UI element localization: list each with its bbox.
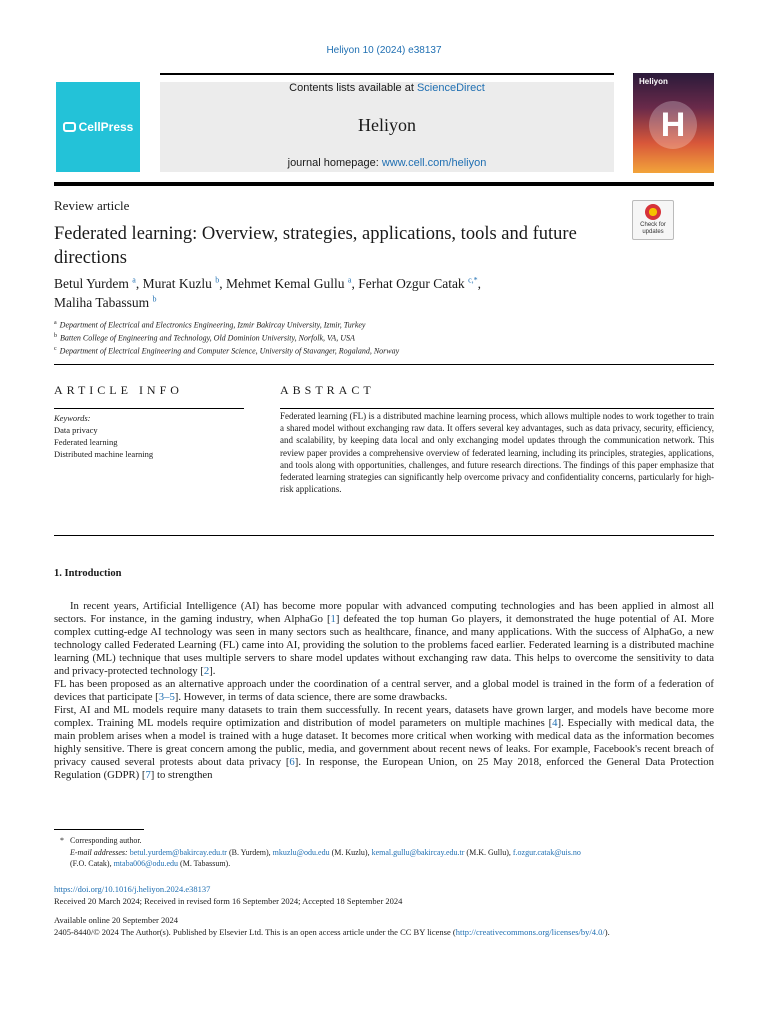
affiliation-link[interactable]: c,* [468,275,478,285]
license-statement: 2405-8440/© 2024 The Author(s). Published by Elsevier Ltd. This is an open access article under the CC BY license (http://creativecommons.org/licenses/by/4.0/). [54,927,610,937]
section-rule [54,364,714,365]
journal-citation[interactable] [0,45,768,56]
affiliation-link[interactable]: a [132,275,136,285]
received-dates: Received 20 March 2024; Received in revised form 16 September 2024; Accepted 18 September 2024 [54,896,403,906]
reference-link[interactable]: 3–5 [158,691,175,703]
check-updates-label: Check for updates [640,222,666,235]
affiliation: $^b$ Batten College of Engineering and Technology, Old Dominion University, Norfolk, VA, USA [54,333,355,343]
header-thick-rule [54,182,714,186]
email-link[interactable]: mtaba006@odu.edu [113,859,179,868]
author[interactable]: Murat Kuzlu $^b$ [142,275,220,291]
introduction-body [54,600,714,782]
affiliation-link[interactable]: b [152,294,157,304]
citation-link[interactable]: Heliyon 10 (2024) e38137 [326,45,442,56]
affiliations [54,318,714,357]
reference-link[interactable]: 4 [552,717,558,729]
license-link[interactable]: http://creativecommons.org/licenses/by/4.0/ [455,927,605,937]
footnotes [54,835,714,870]
publisher-logo[interactable] [56,82,140,172]
cellpress-icon [63,122,76,132]
cover-title: Heliyon [639,77,668,86]
author[interactable]: Mehmet Kemal Gullu $^a$ [226,275,352,291]
available-online: Available online 20 September 2024 [54,915,179,925]
affiliation-link[interactable]: b [215,275,220,285]
keyword: Federated learning [54,437,118,447]
journal-cover-image[interactable] [633,73,714,173]
author-list: Betul Yurdem $^a$, Murat Kuzlu $^b$, Mehmet Kemal Gullu $^a$, Ferhat Ozgur Catak $^{c,*}$, Maliha Tabassum $^b$ [54,275,481,310]
article-title: Federated learning: Overview, strategies, applications, tools and future directions [54,224,577,268]
author[interactable]: Ferhat Ozgur Catak $^{c,*}$ [358,275,478,291]
abstract-text: Federated learning (FL) is a distributed machine learning process, which allows multiple nodes to work together to train a shared model without exchanging raw data. It offers several key advantages, such as data privacy, security, efficiency, and scalability, by keeping data local and only exchanging model updates through the communication network. This review paper provides a comprehensive overview of federated learning, including its principles, strategies, applications, and tools along with opportunities, challenges, and future research directions. The findings of this paper emphasize that federated learning strategies can significantly help overcome privacy and confidentiality concerns, particularly for high-risk applications. [280,411,714,495]
journal-masthead [160,82,614,172]
section-heading-introduction: 1. Introduction [54,568,122,579]
keyword: Data privacy [54,425,98,435]
abstract-heading: ABSTRACT [280,383,375,397]
sciencedirect-link[interactable]: ScienceDirect [416,82,485,94]
email-addresses: E-mail addresses: betul.yurdem@bakircay.edu.tr (B. Yurdem), mkuzlu@odu.edu (M. Kuzlu), kemal.gullu@bakircay.edu.tr (M.K. Gullu), f.ozgur.catak@uis.no (F.O. Catak), mtaba006@odu.edu (M. Tabassum). [70,847,581,868]
article-info-heading: ARTICLE INFO [54,383,183,397]
author[interactable]: Betul Yurdem $^a$ [54,275,136,291]
affiliation: $^a$ Department of Electrical and Electronics Engineering, Izmir Bakircay University, Izmir, Turkey [54,320,366,330]
article-info-rule [54,408,244,409]
publisher-logo-text: CellPress [78,120,134,134]
keyword: Distributed machine learning [54,449,154,459]
corresponding-author-note: * Corresponding author. [60,836,142,845]
keywords-label: Keywords: [54,413,91,423]
homepage-link[interactable]: www.cell.com/heliyon [381,157,487,169]
affiliation-link[interactable]: a [347,275,352,285]
paragraph: First, AI and ML models require many datasets to train them successfully. In recent years, datasets have grown larger, and models have become more complex. Training ML models require optimization and distribution of model parameters on multiple machines [4]. Especially with medical data, the main problem arises when a model is trained with a huge dataset. It becomes more critical when working with medical data as the information becomes highly sensitive. There is great concern among the public, media, and government about recent news of leaks. For example, Facebook's recent breach of privacy caused several protests about data privacy [6]. In response, the European Union, on 25 May 2018, enforced the General Data Protection Regulation (GDPR) [7] to strengthen [54,704,714,781]
reference-link[interactable]: 2 [203,665,210,677]
check-updates-icon [645,204,661,220]
doi-link[interactable]: https://doi.org/10.1016/j.heliyon.2024.e38137 [54,884,211,894]
journal-name: Heliyon [358,115,416,135]
author[interactable]: Maliha Tabassum $^b$ [54,294,157,310]
email-link[interactable]: betul.yurdem@bakircay.edu.tr [129,847,227,857]
affiliation: $^c$ Department of Electrical Engineering and Computer Science, University of Stavanger, Rogaland, Norway [54,346,400,356]
email-link[interactable]: f.ozgur.catak@uis.no [512,847,581,857]
email-link[interactable]: mkuzlu@odu.edu [272,847,330,857]
contents-line: Contents lists available at ScienceDirect [289,82,485,94]
paragraph: In recent years, Artificial Intelligence (AI) has become more popular with advanced computing technologies and has been applied in almost all sectors. For instance, in the gaming industry, when AlphaGo [1] defeated the top human Go players, it demonstrated the huge potential of AI. More complex cutting-edge AI technology was seen in many sectors such as healthcare, finance, and many applications. With the success of AlphaGo, a new technology called Federated Learning (FL) came into AI, providing the solution to the problems faced earlier. Federated learning is a distributed machine learning (ML) technique that uses multiple servers to share model updates without exchanging raw data. This helps to overcome the sensitivity to data and privacy-protected technology [2]. [54,600,714,677]
reference-link[interactable]: 7 [145,769,151,781]
publication-info [54,883,714,938]
email-link[interactable]: kemal.gullu@bakircay.edu.tr [371,847,465,857]
article-type: Review article [54,198,130,213]
cover-logo: H [649,101,697,149]
reference-link[interactable]: 6 [289,756,295,768]
header-rule [160,73,614,75]
footnote-rule [54,829,144,830]
check-for-updates-button[interactable] [632,200,674,240]
keywords-block [54,412,153,460]
abstract-rule [280,408,714,409]
paragraph: FL has been proposed as an alternative approach under the coordination of a central server, and a global model is trained in the form of a federation of devices that participate [3–5]. However, in terms of data science, there are some drawbacks. [54,678,714,703]
journal-homepage: journal homepage: www.cell.com/heliyon [287,157,487,169]
reference-link[interactable]: 1 [330,613,336,625]
abstract-end-rule [54,535,714,536]
